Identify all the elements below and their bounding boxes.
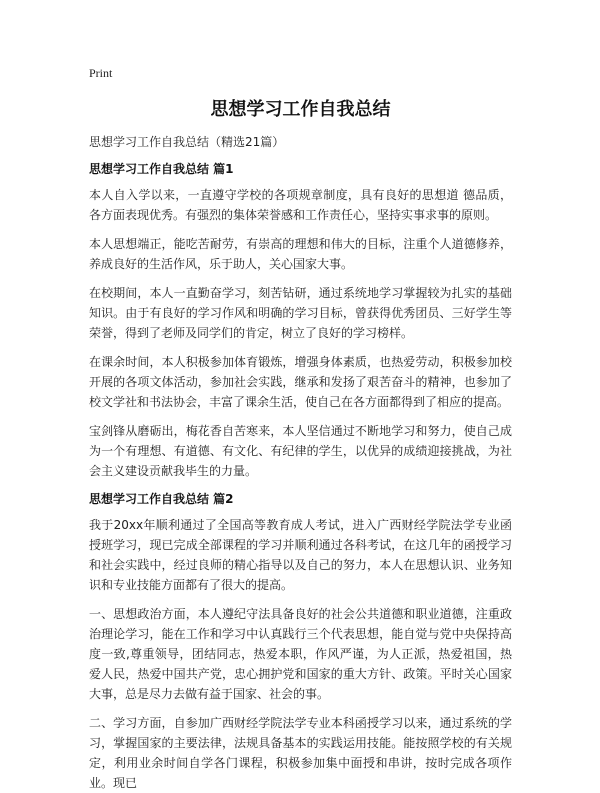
paragraph: 宝剑锋从磨砺出，梅花香自苦寒来，本人坚信通过不断地学习和努力，使自己成为一个有理想、有道德、有文化、有纪律的学生，以优异的成绩迎接挑战，为社会主义建设贡献我毕生的力量。 bbox=[89, 424, 512, 478]
paragraph: 二、学习方面，自参加广西财经学院法学专业本科函授学习以来，通过系统的学习，掌握国家的主要法律，法规具备基本的实践运用技能。能按照学校的有关规定，利用业余时间自学各门课程，积极参加集中面授和串讲，按时完成各项作业。现已 bbox=[89, 716, 512, 790]
paragraph: 本人自入学以来，一直遵守学校的各项规章制度，具有良好的思想道 德品质，各方面表现优秀。有强烈的集体荣誉感和工作责任心，坚持实事求事的原则。 bbox=[89, 188, 512, 222]
paragraph: 在校期间，本人一直勤奋学习，刻苦钻研，通过系统地学习掌握较为扎实的基础知识。由于有良好的学习作风和明确的学习目标，曾获得优秀团员、三好学生等荣誉，得到了老师及同学们的肯定，树立了良好的学习榜样。 bbox=[89, 286, 512, 340]
section-heading-1: 思想学习工作自我总结 篇1 bbox=[89, 162, 234, 176]
section-heading-2: 思想学习工作自我总结 篇2 bbox=[89, 492, 234, 506]
document-subtitle: 思想学习工作自我总结（精选21篇） bbox=[89, 135, 285, 149]
paragraph: 在课余时间，本人积极参加体育锻炼，增强身体素质，也热爱劳动，积极参加校开展的各项文体活动，参加社会实践，继承和发扬了艰苦奋斗的精神，也参加了校文学社和书法协会，丰富了课余生活，使自己在各方面都得到了相应的提高。 bbox=[89, 355, 512, 409]
paragraph: 本人思想端正，能吃苦耐劳，有崇高的理想和伟大的目标，注重个人道德修养，养成良好的生活作风，乐于助人，关心国家大事。 bbox=[89, 237, 512, 271]
paragraph: 我于20xx年顺利通过了全国高等教育成人考试，进入广西财经学院法学专业函授班学习，现已完成全部课程的学习并顺利通过各科考试，在这几年的函授学习和社会实践中，经过良师的精心指导以及自己的努力，本人在思想认识、业务知识和专业技能方面都有了很大的提高。 bbox=[89, 518, 512, 592]
document-title: 思想学习工作自我总结 bbox=[210, 99, 391, 120]
print-link[interactable]: Print bbox=[89, 66, 113, 80]
paragraph: 一、思想政治方面，本人遵纪守法具备良好的社会公共道德和职业道德，注重政治理论学习，能在工作和学习中认真践行三个代表思想，能自觉与党中央保持高度一致,尊重领导，团结同志，热爱本职，作风严谨，为人正派，热爱祖国，热爱人民，热爱中国共产党，忠心拥护党和国家的重大方针、政策。平时关心国家大事，总是尽力去做有益于国家、社会的事。 bbox=[89, 607, 512, 701]
